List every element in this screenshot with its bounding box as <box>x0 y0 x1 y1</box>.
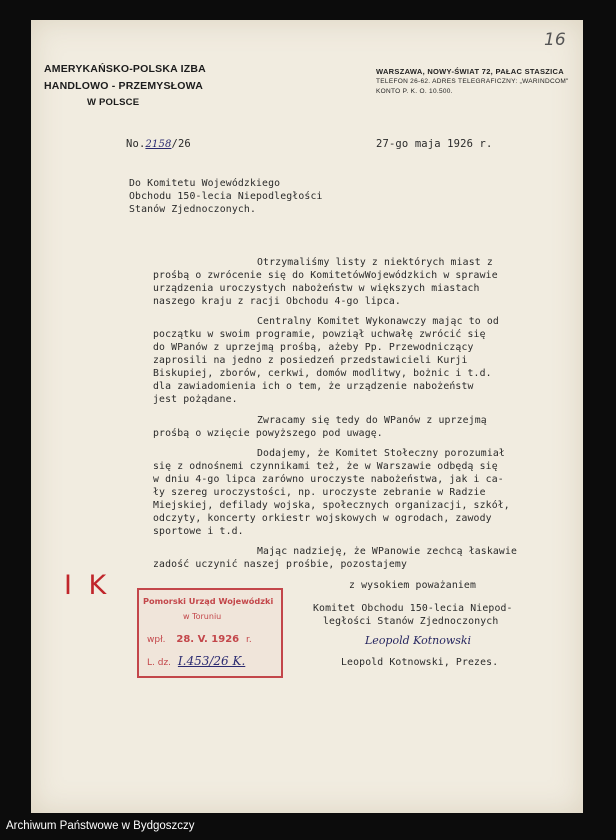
registry-stamp <box>137 588 283 678</box>
body-line: prośbą o wzięcie powyższego pod uwagę. <box>153 428 383 439</box>
reference-prefix: No. <box>126 138 146 150</box>
body-line: prośbą o zwrócenie się do KomitetówWojewódzkich w sprawie <box>153 270 498 281</box>
handwritten-signature: Leopold Kotnowski <box>365 634 472 647</box>
body-line: Otrzymaliśmy listy z niektórych miast z <box>257 257 493 268</box>
stamp-ldz-value: I.453/26 K. <box>177 654 246 668</box>
addressee-line: Stanów Zjednoczonych. <box>129 204 257 215</box>
closing-signer: Leopold Kotnowski, Prezes. <box>341 657 499 668</box>
body-line: zaprosili na jedno z posiedzeń przedstawicieli Kurji <box>153 355 468 366</box>
letterhead-address: WARSZAWA, NOWY-ŚWIAT 72, PAŁAC STASZICA <box>376 67 564 76</box>
reference-handwritten-number: 2158 <box>145 139 172 150</box>
body-line: Miejskiej, defilady wojska, społecznych organizacji, szkół, <box>153 500 510 511</box>
letterhead-org-line3: W POLSCE <box>87 97 140 108</box>
stamp-ldz-label: L. dz. <box>147 658 172 668</box>
body-line: Mając nadzieję, że WPanowie zechcą łaskawie <box>257 546 518 557</box>
closing-committee-line2: ległości Stanów Zjednoczonych <box>323 616 499 627</box>
addressee-line: Do Komitetu Wojewódzkiego <box>129 178 281 189</box>
reference-number <box>126 138 191 150</box>
letterhead-account: KONTO P. K. O. 10.500. <box>376 88 453 95</box>
folio-number: 16 <box>544 30 566 50</box>
body-line: Zwracamy się tedy do WPanów z uprzejmą <box>257 415 487 426</box>
archive-footer: Archiwum Państwowe w Bydgoszczy <box>6 820 195 832</box>
body-line: się z odnośnemi czynnikami też, że w Warszawie odbędą się <box>153 461 498 472</box>
stamp-received-label: wpł. <box>147 635 166 645</box>
letterhead-telephone: TELEFON 26-62. ADRES TELEGRAFICZNY: „WARINDCOM" <box>376 78 569 85</box>
body-line: urządzenia uroczystych nabożeństw w większych miastach <box>153 283 480 294</box>
stamp-received-suffix: r. <box>246 635 252 645</box>
letter-date: 27-go maja 1926 r. <box>376 138 493 150</box>
body-line: ły szereg uroczystości, np. uroczyste zebranie w Radzie <box>153 487 486 498</box>
stamp-received <box>147 634 252 645</box>
letterhead-org-line2: HANDLOWO - PRZEMYSŁOWA <box>44 80 203 92</box>
stamp-city: w Toruniu <box>183 612 222 621</box>
body-line: Biskupiej, zborów, cerkwi, domów modlitwy, bożnic i t.d. <box>153 368 492 379</box>
body-line: Dodajemy, że Komitet Stołeczny porozumiał <box>257 448 505 459</box>
stamp-office: Pomorski Urząd Wojewódzki <box>143 596 274 606</box>
body-line: do WPanów z uprzejmą prośbą, ażeby Pp. Przewodniczący <box>153 342 474 353</box>
reference-suffix: /26 <box>171 138 191 150</box>
closing-committee-line1: Komitet Obchodu 150-lecia Niepod- <box>313 603 513 614</box>
body-line: w dniu 4-go lipca zarówno uroczyste nabożeństwa, jak i ca- <box>153 474 504 485</box>
margin-red-mark: I K <box>64 570 111 601</box>
body-line: jest pożądane. <box>153 394 238 405</box>
document-page <box>31 20 583 813</box>
addressee-line: Obchodu 150-lecia Niepodległości <box>129 191 323 202</box>
body-line: dla zawiadomienia ich o tem, że urządzenie nabożeństw <box>153 381 474 392</box>
body-line: odczyty, koncerty orkiestr wojskowych w ogrodach, zawody <box>153 513 492 524</box>
body-line: naszego kraju z racji Obchodu 4-go lipca. <box>153 296 401 307</box>
stamp-ldz <box>147 654 245 668</box>
body-line: Centralny Komitet Wykonawczy mając to od <box>257 316 499 327</box>
letterhead-org-line1: AMERYKAŃSKO-POLSKA IZBA <box>44 63 206 75</box>
stamp-received-date: 28. V. 1926 <box>176 634 240 645</box>
body-line: sportowe i t.d. <box>153 526 244 537</box>
closing-greeting: z wysokiem poważaniem <box>349 580 477 591</box>
body-line: zadość uczynić naszej prośbie, pozostajemy <box>153 559 408 570</box>
body-line: początku w swoim programie, powziął uchwałę zwrócić się <box>153 329 486 340</box>
